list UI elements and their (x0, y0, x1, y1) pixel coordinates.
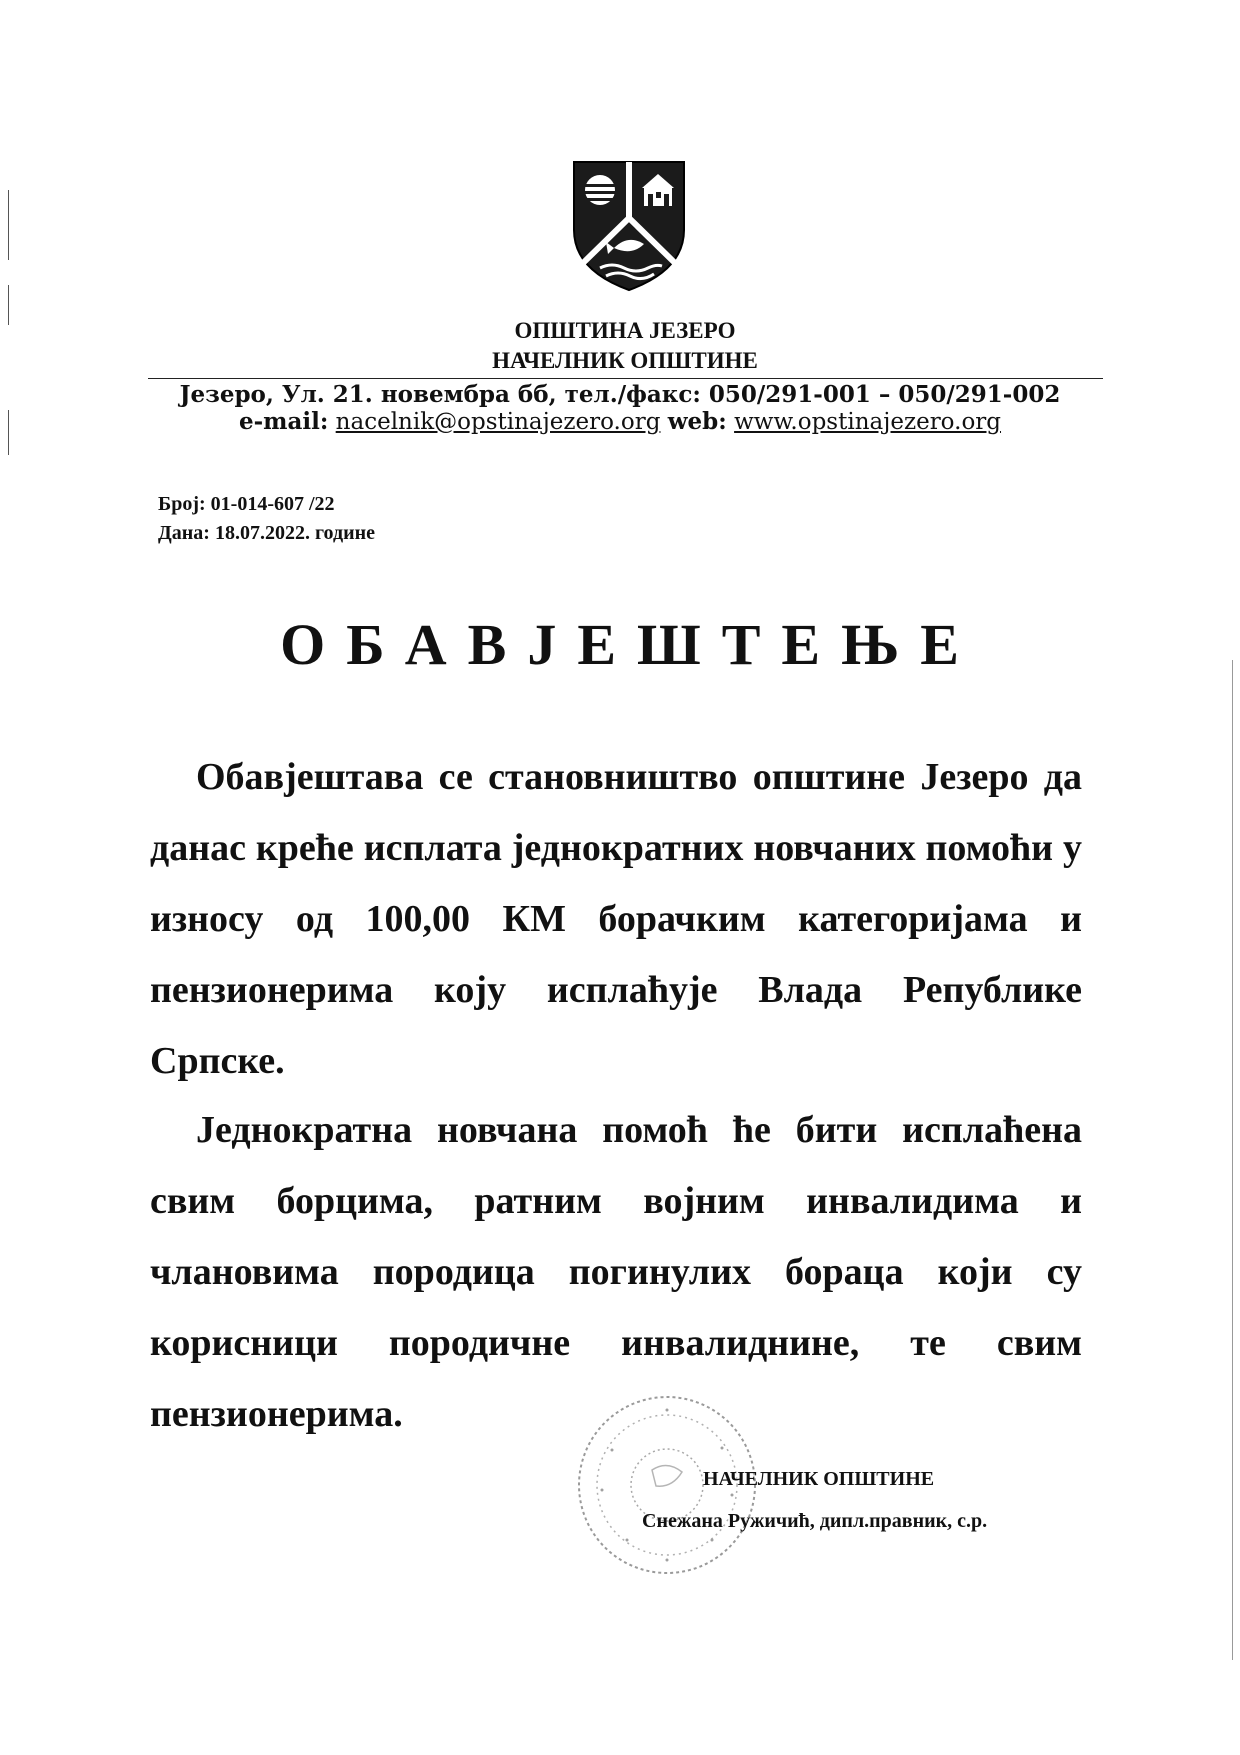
web-link[interactable]: www.opstinajezero.org (734, 409, 1002, 435)
signatory-title: НАЧЕЛНИК ОПШТИНЕ (703, 1468, 935, 1490)
body-paragraph-2: Једнократна новчана помоћ ће бити исплаћена свим борцима, ратним војним инвалидима и члановима породица погинулих бораца који су корисници породичне инвалиднине, те свим пензионерима. (150, 1109, 1082, 1435)
scan-mark (1232, 660, 1233, 1660)
address-line (0, 381, 1240, 408)
web-label: web: (667, 408, 727, 435)
body-paragraph-1: Обавјештава се становништво општине Језеро да данас креће исплата једнократних новчаних помоћи у износу од 100,00 КМ борачким категоријама и пензионерима коју исплаћује Влада Републике Српске. (150, 756, 1082, 1082)
municipal-crest-icon (572, 160, 686, 292)
address-text: Језеро, Ул. 21. новембра бб, тел./факс: 050/291-001 – 050/291-002 (179, 381, 1061, 408)
document-date: Дана: 18.07.2022. године (158, 522, 375, 544)
contact-line (0, 408, 1240, 435)
email-link[interactable]: nacelnik@opstinajezero.org (335, 409, 661, 435)
email-label: e-mail: (238, 408, 329, 435)
document-number: Број: 01-014-607 /22 (158, 493, 335, 515)
municipality-name: ОПШТИНА ЈЕЗЕРО (514, 318, 736, 343)
office-name: НАЧЕЛНИК ОПШТИНЕ (492, 348, 758, 373)
header-divider (148, 378, 1103, 379)
document-title: ОБАВЈЕШТЕЊЕ (280, 612, 980, 677)
signatory-name: Снежана Ружичић, дипл.правник, с.р. (642, 1510, 988, 1532)
scan-mark (8, 190, 9, 260)
